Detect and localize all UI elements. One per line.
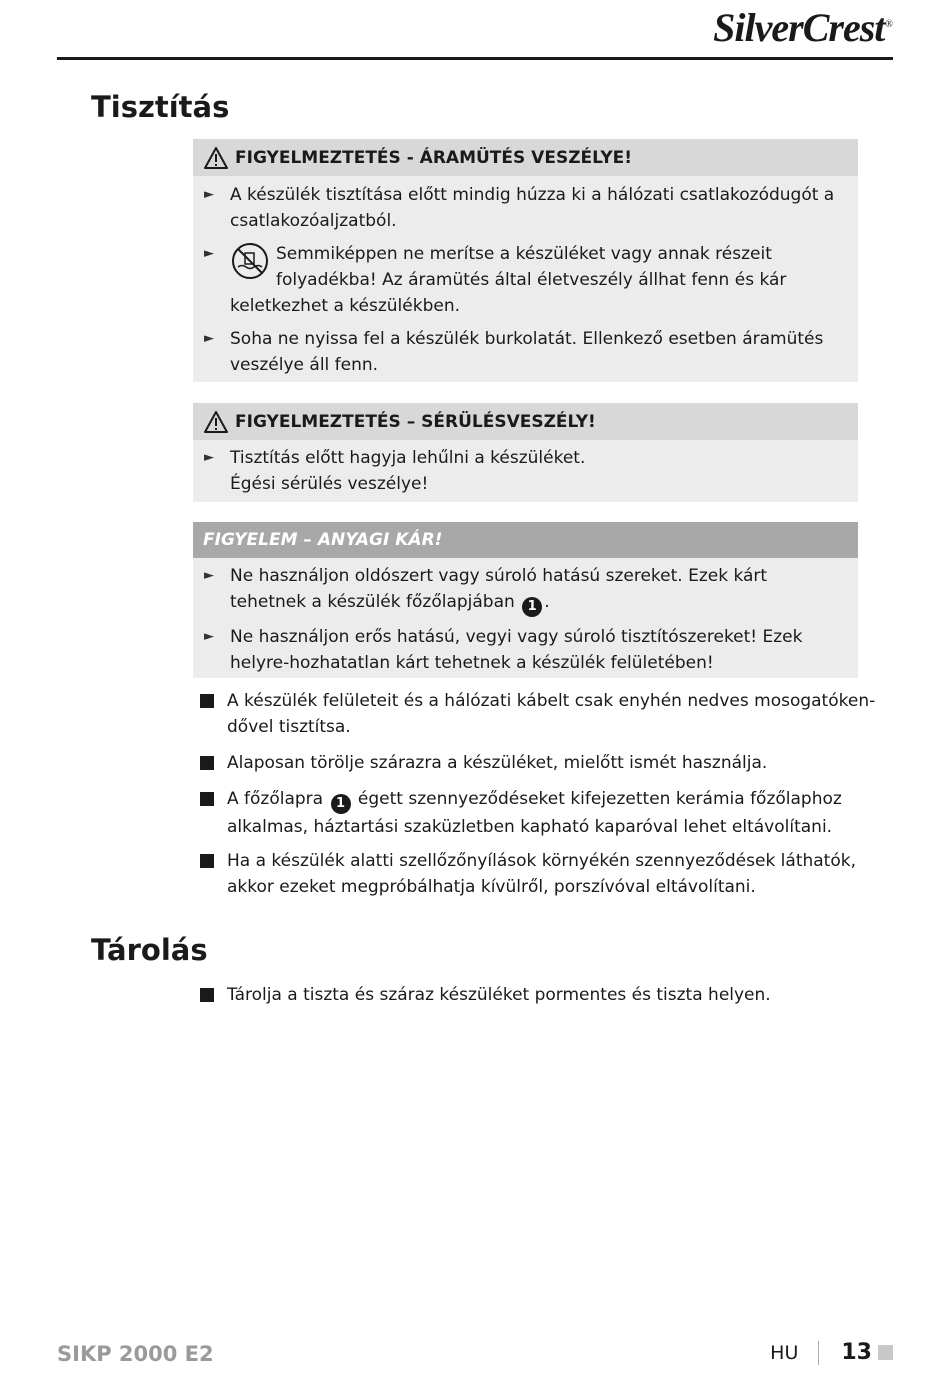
list-item [193, 326, 858, 378]
list-item-text: A készülék tisztítása előtt mindig húzza ki a hálózati csatlakozódugót a csatlakozóaljzatból. [230, 185, 835, 231]
arrow-bullet-icon: ► [204, 568, 214, 583]
warning-triangle-icon [203, 146, 229, 170]
no-immersion-icon [230, 241, 270, 281]
step-item [200, 750, 877, 776]
list-item-text: Soha ne nyissa fel a készülék burkolatát. Ellenkező esetben áramütés veszélye áll fenn. [230, 329, 824, 375]
warning-triangle-icon [203, 410, 229, 434]
part-number-badge: 1 [331, 794, 351, 814]
warning-header [193, 139, 858, 176]
page-marker-icon [878, 1345, 893, 1360]
caution-box-property-damage [193, 522, 858, 678]
list-item [193, 182, 858, 234]
warning-header [193, 403, 858, 440]
page-number: 13 [841, 1340, 872, 1365]
step-text: Alaposan törölje szárazra a készüléket, mielőtt ismét használja. [227, 753, 768, 773]
footer-model: SIKP 2000 E2 [57, 1342, 214, 1366]
section-title-storage: Tárolás [91, 933, 208, 967]
step-item [200, 786, 877, 840]
warning-title: FIGYELMEZTETÉS - ÁRAMÜTÉS VESZÉLYE! [235, 147, 632, 168]
step-text: A készülék felületeit és a hálózati kábelt csak enyhén nedves mosogatóken-dővel tisztítsa. [227, 691, 876, 737]
square-bullet-icon [200, 854, 214, 868]
step-item [200, 688, 877, 740]
header-rule [57, 57, 893, 60]
list-item-text: Tisztítás előtt hagyja lehűlni a készüléket. [230, 448, 586, 468]
warning-title: FIGYELMEZTETÉS – SÉRÜLÉSVESZÉLY! [235, 411, 596, 432]
footer-language: HU [770, 1341, 799, 1364]
list-item-text: . [544, 592, 550, 612]
arrow-bullet-icon: ► [204, 246, 214, 261]
step-item [200, 982, 877, 1008]
step-text: Tárolja a tiszta és száraz készüléket pormentes és tiszta helyen. [227, 985, 771, 1005]
part-number-badge: 1 [522, 597, 542, 617]
section-title-cleaning: Tisztítás [91, 90, 230, 124]
footer-page-info [770, 1340, 893, 1365]
arrow-bullet-icon: ► [204, 331, 214, 346]
step-text: Ha a készülék alatti szellőzőnyílások környékén szennyeződések láthatók, akkor ezeket megpróbálhatja kívülről, porszívóval eltávolítani. [227, 851, 856, 897]
brand-name: SilverCrest [713, 5, 885, 50]
square-bullet-icon [200, 694, 214, 708]
caution-header [193, 522, 858, 558]
square-bullet-icon [200, 756, 214, 770]
list-item-text: Ne használjon erős hatású, vegyi vagy súroló tisztítószereket! Ezek helyre-hozhatatlan kárt tehetnek a készülék felületében! [230, 627, 803, 673]
list-item-text: Égési sérülés veszélye! [230, 474, 429, 494]
list-item [193, 563, 858, 617]
list-item-text: Semmiképpen ne merítse a készüléket vagy annak részeit folyadékba! Az áramütés által életveszély állhat fenn és kár keletkezhet a készülékben. [230, 244, 787, 316]
step-text: A főzőlapra [227, 789, 324, 809]
caution-title: FIGYELEM – ANYAGI KÁR! [203, 530, 443, 550]
list-item [193, 445, 858, 497]
arrow-bullet-icon: ► [204, 629, 214, 644]
footer-divider [818, 1341, 819, 1365]
step-item [200, 848, 877, 900]
arrow-bullet-icon: ► [204, 450, 214, 465]
warning-box-electric-shock [193, 139, 858, 382]
list-item [193, 241, 858, 319]
list-item [193, 624, 858, 676]
arrow-bullet-icon: ► [204, 187, 214, 202]
square-bullet-icon [200, 988, 214, 1002]
step-text: égett szennyeződéseket kifejezetten kerámia főzőlaphoz alkalmas, háztartási szaküzletben kapható kaparóval lehet eltávolítani. [227, 789, 842, 837]
registered-mark: ® [885, 18, 892, 30]
list-item-text: Ne használjon oldószert vagy súroló hatású szereket. Ezek kárt tehetnek a készülék főzőlapjában [230, 566, 768, 612]
brand-logo [713, 4, 892, 51]
warning-box-injury [193, 403, 858, 502]
square-bullet-icon [200, 792, 214, 806]
